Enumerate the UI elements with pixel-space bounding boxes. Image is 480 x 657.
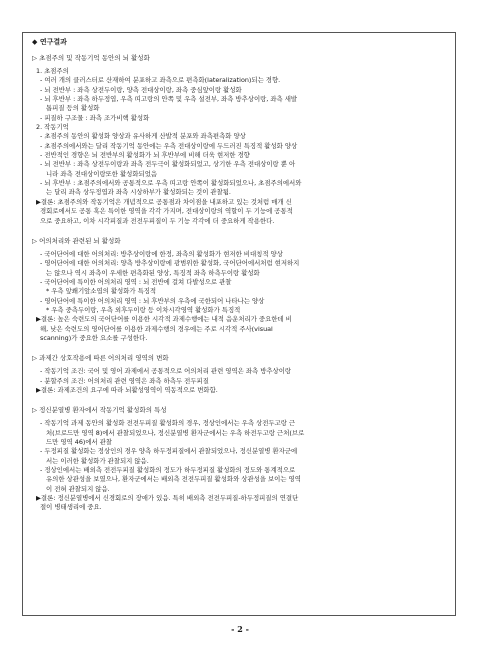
text-line: - 두정피질 활성화는 정상인의 경우 양측 하두정피질에서 관찰되었으나, 정신분열병 환자군에 (40, 447, 298, 456)
text-line: 처(브로드만 영역 8)에서 관찰되었으나, 정신분열병 환자군에서는 우측 하전두고랑 근처(브로 (46, 428, 305, 437)
text-line: - 뇌 전반부 : 좌측 상전두이랑과 좌측 전두극이 활성화되었고, 상기한 우측 전대상이랑 뿐 아 (40, 160, 296, 169)
text-line: - 피질하 구조물 : 좌측 조가비핵 활성화 (40, 113, 150, 122)
section-title: ▷ 초점주의 및 작동기억 동안의 뇌 활성화 (32, 54, 150, 62)
section-title: ▷ 과제간 상호작용에 따른 어의처리 영역의 변화 (32, 354, 169, 363)
section-title: ▷ 정신분열병 환자에서 작동기억 활성화의 특성 (32, 406, 167, 415)
text-line: 1. 초점주의 (36, 67, 69, 75)
text-line: 으로 중요하고, 이차 시각피질과 전전두피질이 두 기능 각각에 더 중요하게 작용한다. (40, 216, 275, 225)
section-2 (32, 236, 446, 343)
text-line: - 뇌 후반부 : 좌측 하두정엽, 우측 띠고랑의 안쪽 및 우측 설전부, 좌측 방추상이랑, 좌측 새발 (40, 95, 298, 104)
text-line: - 분할주의 조건: 어의처리 관련 영역은 좌측 하측두 전두피질 (40, 376, 209, 385)
research-results-box (22, 32, 456, 616)
text-line: 톱피질 등의 활성화 (46, 104, 100, 113)
text-line: 드만 영역 46)에서 관찰 (46, 438, 113, 446)
text-line: * 우측 중측두이랑, 우측 외후두이랑 등 이차시각영역 활성화가 특징적 (46, 305, 241, 314)
text-line: - 영어단어에 대한 어의처리: 양측 방추상이랑에 광범위한 활성화, 국어단어에서처럼 현저하지 (40, 259, 300, 268)
page-number: - 2 - (231, 624, 249, 634)
text-line: 절이 병태생리에 중요. (40, 503, 102, 512)
text-line: - 국어단어에 대한 어의처리: 방추상이랑에 한정, 좌측의 활성화가 현저한 비대칭적 양상 (40, 249, 283, 258)
text-line: ▶결론: 정신분열병에서 신경회로의 장애가 있음. 특히 배외측 전전두피질-하두정피질의 연결단 (36, 494, 299, 503)
text-line: 경회로에서도 공통 혹은 특이한 영역을 각각 가지며, 전대상이랑의 역할이 두 기능에 공통적 (40, 207, 293, 216)
text-line: scanning)가 중요한 요소를 구성한다. (40, 333, 148, 342)
text-line: 는 않으나 역시 좌측이 우세한 편측화된 양상, 특징적 좌측 하측두이랑 활성화 (46, 268, 260, 277)
text-line: - 전반적인 경향은 뇌 전반부의 활성화가 뇌 후반부에 비해 더욱 현저한 경향 (40, 151, 250, 160)
text-line: - 뇌 후반부 : 초점주의에서와 공통적으로 우측 띠고랑 안쪽이 활성화되었으나, 초점주의에서와 (40, 179, 302, 188)
sections-container (32, 53, 446, 513)
results-heading: ◆ 연구결과 (32, 38, 67, 46)
text-line: - 국어단어에 특이한 어의처리 영역 : 뇌 전반에 걸쳐 다발성으로 관찰 (40, 277, 232, 286)
text-line: 서는 이러한 활성화가 관찰되지 않음. (46, 456, 149, 465)
text-line: - 여러 개의 클러스터로 산재하여 분포하고 좌측으로 편측화(lateralization)되는 경향. (40, 76, 281, 85)
text-line: 니라 좌측 전대상이랑또한 활성화되었음 (46, 169, 158, 178)
text-line: ▶결론: 과제조건의 요구에 따라 뇌활성영역이 역동적으로 변화함. (36, 385, 218, 394)
text-line: 이 전혀 관찰되지 않음. (46, 484, 110, 493)
text-line: - 작동기억 과제 동안의 활성화 전전두피질 활성화의 경우, 정상인에서는 우측 상전두고랑 근 (40, 419, 296, 428)
section-3 (32, 353, 446, 395)
text-line: - 초점주의 동안의 활성화 양상과 유사하게 산발적 분포와 좌측편측화 양상 (40, 132, 246, 141)
text-line: - 뇌 전반부 : 좌측 상전두이랑, 양측 전대상이랑, 좌측 중심앞이랑 활성화 (40, 85, 242, 94)
text-line: ▶결론: 높은 숙련도의 국어단어를 이용한 시각적 과제수행에는 내적 음운처리가 중요한데 비 (36, 315, 292, 324)
text-line: * 우측 앞쐐기앞소엽의 활성화가 특징적 (46, 287, 157, 296)
text-line: ▶결론: 초점주의와 작동기억은 개념적으로 공통점과 차이점을 내포하고 있는 것처럼 매개 신 (36, 197, 292, 206)
section-4 (32, 405, 446, 512)
section-1 (32, 53, 446, 226)
text-line: 2. 작동기억 (36, 123, 69, 132)
text-line: - 정상인에서는 배외측 전전두피질 활성화의 정도가 하두정피질 활성화의 정도와 통계적으로 (40, 466, 296, 475)
text-line: 는 달리 좌측 상두정엽과 좌측 시상하부가 활성화되는 것이 관찰됨. (46, 188, 231, 197)
section-title: ▷ 어의처리와 관련된 뇌 활성화 (32, 236, 121, 245)
text-line: 유의한 상관성을 보였으나, 환자군에서는 배외측 전전두피질 활성화와 상관성을 보이는 영역 (46, 475, 301, 484)
text-line: - 영어단어에 특이한 어의처리 영역 : 뇌 후반부의 우측에 국한되어 나타나는 양상 (40, 296, 265, 305)
text-line: 해, 낮은 숙련도의 영어단어를 이용한 과제수행의 경우에는 주로 시각적 주사(visual (40, 324, 273, 333)
text-line: - 작동기억 조건: 국어 및 영어 과제에서 공통적으로 어의처리 관련 영역은 좌측 방추상이랑 (40, 367, 292, 376)
text-line: - 초점주의에서와는 달리 작동기억 동안에는 우측 전대상이랑에 두드러진 특징적 활성화 양상 (40, 141, 298, 150)
